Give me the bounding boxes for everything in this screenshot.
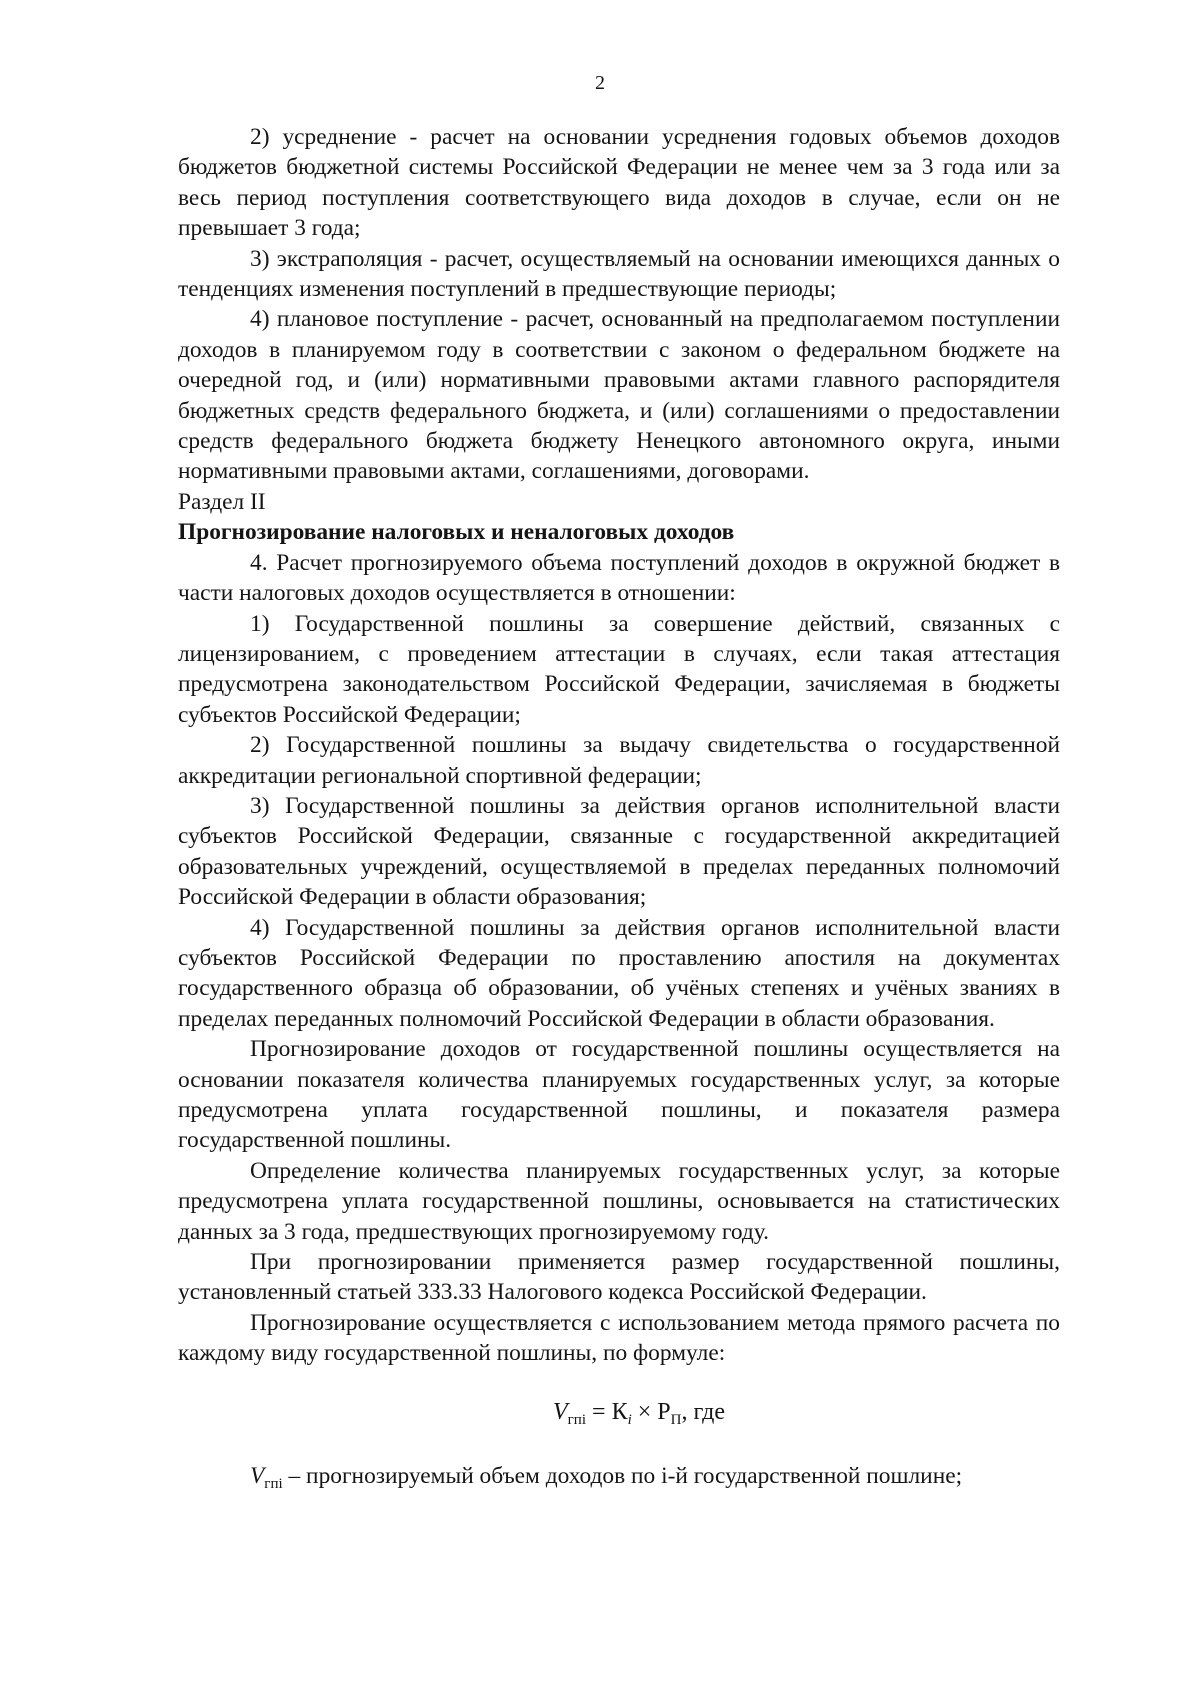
paragraph-services-count: Определение количества планируемых государственных услуг, за которые предусмотрена уплата государственной пошлины, основывается на статистических данных за 3 года, предшествующих прогнозируемому году. — [178, 1157, 1060, 1245]
formula-equals: = — [592, 1398, 606, 1425]
paragraph-averaging: 2) усреднение - расчет на основании усреднения годовых объемов доходов бюджетов бюджетной системы Российской Федерации не менее чем за 3 года или за весь период поступления соответствующего вида доходов в случае, если он не превышает 3 года; — [178, 124, 1060, 242]
formula-k-subscript: i — [627, 1411, 632, 1428]
formula — [178, 1397, 1060, 1435]
paragraph-duty-apostille: 4) Государственной пошлины за действия органов исполнительной власти субъектов Российской Федерации по проставлению апостиля на документах государственного образца об образовании, об учёных степенях и учёных званиях в пределах переданных полномочий Российской Федерации в области образования. — [178, 914, 1060, 1032]
paragraph-duty-rate: При прогнозировании применяется размер государственной пошлины, установленный статьей 333.33 Налогового кодекса Российской Федерации. — [178, 1249, 1060, 1306]
formula-k-symbol: К — [611, 1398, 628, 1425]
formula-lhs-symbol: V — [552, 1398, 568, 1425]
formula-suffix: , где — [681, 1398, 726, 1425]
definition-subscript: гпi — [264, 1476, 283, 1493]
paragraph-extrapolation: 3) экстраполяция - расчет, осуществляемый на основании имеющихся данных о тенденциях изменения поступлений в предшествующие периоды; — [178, 245, 1060, 303]
section-label: Раздел II — [178, 488, 266, 515]
page-number: 2 — [595, 72, 605, 94]
definition-text: – прогнозируемый объем доходов по i-й государственной пошлине; — [282, 1463, 963, 1490]
paragraph-duty-sports-federation: 2) Государственной пошлины за выдачу свидетельства о государственной аккредитации региональной спортивной федерации; — [178, 732, 1060, 789]
formula-p-subscript: П — [670, 1411, 682, 1428]
definition-line — [178, 1461, 1060, 1499]
formula-lhs-subscript: гпi — [567, 1411, 587, 1428]
paragraph-forecast-basis: Прогнозирование доходов от государственной пошлины осуществляется на основании показателя количества планируемых государственных услуг, за которые предусмотрена уплата государственной пошлины, и показателя размера государственной пошлины. — [178, 1036, 1060, 1154]
paragraph-formula-intro: Прогнозирование осуществляется с использованием метода прямого расчета по каждому виду государственной пошлины, по формуле: — [178, 1309, 1060, 1367]
paragraph-duty-accreditation: 3) Государственной пошлины за действия органов исполнительной власти субъектов Российской Федерации, связанные с государственной аккредитацией образовательных учреждений, осуществляемой в пределах переданных полномочий Российской Федерации в области образования; — [178, 792, 1060, 911]
formula-times: × — [637, 1398, 652, 1425]
paragraph-duty-licensing: 1) Государственной пошлины за совершение действий, связанных с лицензированием, с проведением аттестации в случаях, если такая аттестация предусмотрена законодательством Российской Федерации, зачисляемая в бюджеты субъектов Российской Федерации; — [178, 610, 1060, 728]
paragraph-item-4: 4. Расчет прогнозируемого объема поступлений доходов в окружной бюджет в части налоговых доходов осуществляется в отношении: — [178, 549, 1060, 607]
document-body — [178, 122, 1060, 1499]
formula-p-symbol: Р — [657, 1398, 671, 1425]
paragraph-planned-receipt: 4) плановое поступление - расчет, основанный на предполагаемом поступлении доходов в планируемом году в соответствии с законом о федеральном бюджете на очередной год, и (или) нормативными правовыми актами главного распорядителя бюджетных средств федерального бюджета, и (или) соглашениями о предоставлении средств федерального бюджета бюджету Ненецкого автономного округа, иными нормативными правовыми актами, соглашениями, договорами. — [178, 306, 1060, 485]
definition-symbol: V — [250, 1463, 265, 1490]
section-title: Прогнозирование налоговых и неналоговых доходов — [178, 519, 735, 546]
